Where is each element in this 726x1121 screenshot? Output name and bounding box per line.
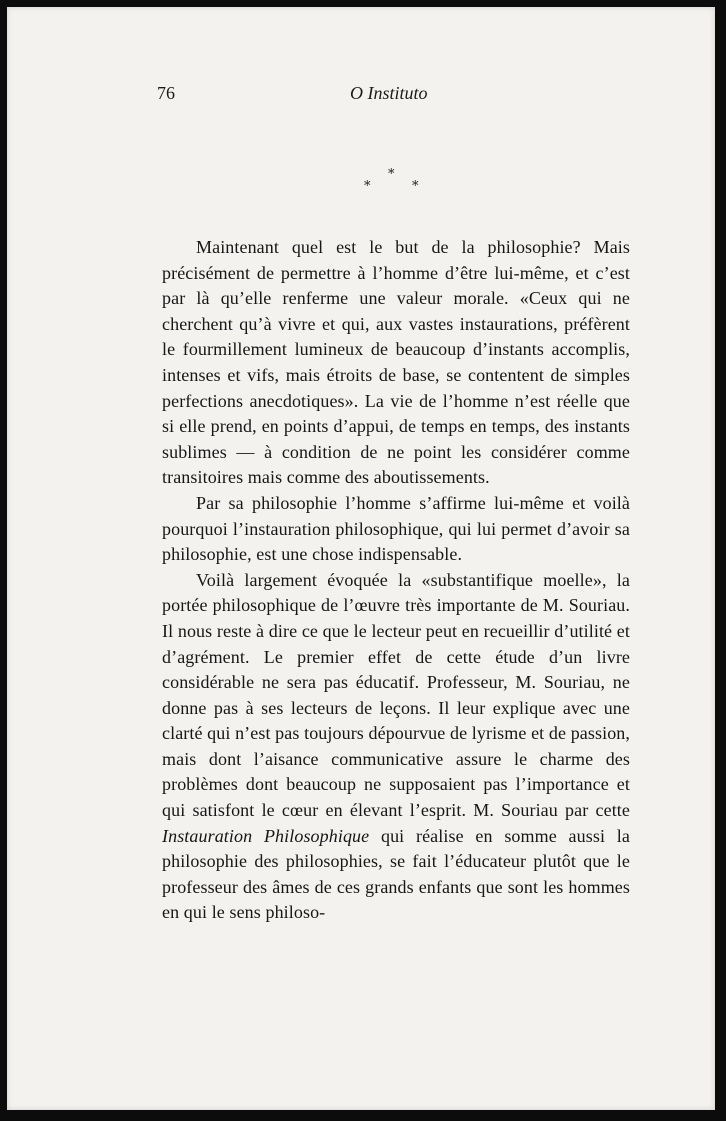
book-title-italic: Instauration Philosophique [162,825,370,846]
section-break-asterism [360,167,430,203]
page-number: 76 [157,83,175,103]
body-text [162,235,630,926]
paragraph-1: Maintenant quel est le but de la philosophie? Mais précisément de permettre à l’homme d’être lui-même, et c’est par là qu’elle renferme une valeur morale. «Ceux qui ne cherchent qu’à vivre et qui, aux vastes instaurations, préfèrent le fourmillement lumineux de beaucoup d’instants accomplis, intenses et vifs, mais étroits de base, se contentent de simples perfections anecdotiques». La vie de l’homme n’est réelle que si elle prend, en points d’appui, de temps en temps, des instants sublimes — à condition de ne point les considérer comme transitoires mais comme des aboutissements. [162,237,630,488]
asterisk-left: * [364,179,371,194]
book-page [7,7,715,1110]
paragraph-3 [162,568,630,926]
paragraph-2: Par sa philosophie l’homme s’affirme lui-même et voilà pourquoi l’instauration philosophique, qui lui permet d’avoir sa philosophie, est une chose indispensable. [162,492,630,565]
asterisk-top: * [388,167,395,182]
paragraph-3-text-before: Voilà largement évoquée la «substantifique moelle», la portée philosophique de l’œuvre très importante de M. Souriau. Il nous reste à dire ce que le lecteur peut en recueillir d’utilité et d’agrément. Le premier effet de cette étude d’un livre considérable ne sera pas éducatif. Professeur, M. Souriau, ne donne pas à ses lecteurs de leçons. Il leur explique avec une clarté qui n’est pas toujours dépourvue de lyrisme et de passion, mais dont l’aisance communicative assure le charme des problèmes dont beaucoup ne supposaient pas l’importance et qui satisfont le cœur en élevant l’esprit. M. Souriau par cette [162,569,630,821]
asterisk-right: * [412,179,419,194]
paragraph-3-text-after: qui réalise en somme aussi la philosophie des philosophies, se fait l’éducateur plutôt que le professeur des âmes de ces grands enfants que sont les hommes en qui le sens philoso- [162,825,630,923]
running-title: O Instituto [350,83,428,103]
page-header [157,83,627,109]
